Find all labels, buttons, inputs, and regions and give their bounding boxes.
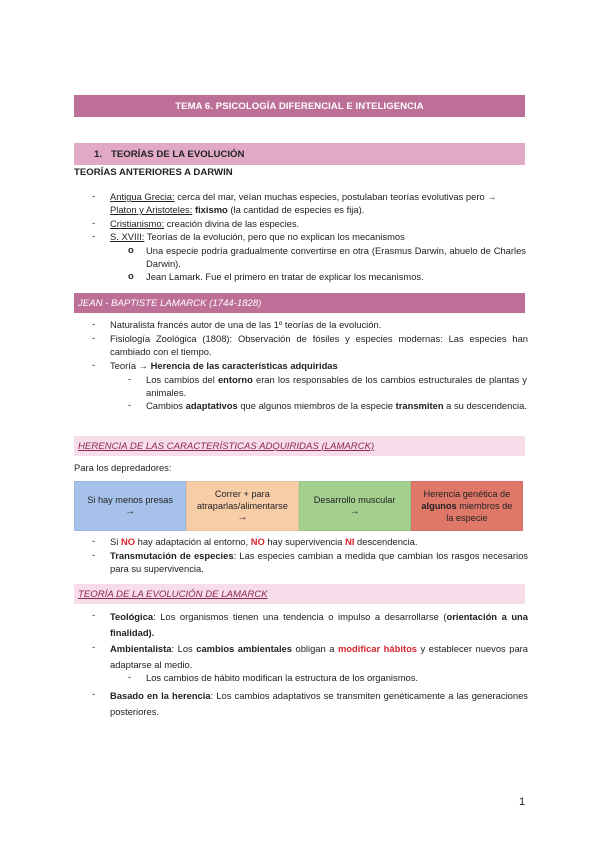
list-dash: - <box>92 535 96 546</box>
list-item-teoria: Teoría → Herencia de las características adquiridas <box>110 360 338 371</box>
list-dash: - <box>92 217 96 228</box>
sub-dash: - <box>128 399 132 410</box>
section-heading-lamarck: JEAN - BAPTISTE LAMARCK (1744-1828) <box>74 293 525 313</box>
sub-dash: - <box>128 671 132 682</box>
section-heading-herencia: HERENCIA DE LAS CARACTERÍSTICAS ADQUIRIDAS (LAMARCK) <box>74 436 525 456</box>
list-item-antigua-grecia: Antigua Grecia: cerca del mar, veían muchas especies, postulaban teorías evolutivas pero → Platon y Aristoteles: fixismo (la cantidad de especies es fija). <box>110 191 497 215</box>
document-title: TEMA 6. PSICOLOGÍA DIFERENCIAL E INTELIGENCIA <box>175 100 424 112</box>
list-item-fisiologia: Fisiología Zoológica (1808): Observación de fósiles y especies modernas: Las especies han cambiado con el tiempo. <box>110 333 528 357</box>
list-dash: - <box>92 190 96 201</box>
process-flow <box>74 481 523 531</box>
document-title-band <box>74 95 525 117</box>
sub-bullet: o <box>128 270 134 281</box>
sub-item-entorno: Los cambios del entorno eran los responsables de los cambios estructurales de plantas y animales. <box>146 374 527 398</box>
list-item-adaptacion: Si NO hay adaptación al entorno, NO hay supervivencia NI descendencia. <box>110 536 418 547</box>
flow-box-correr: Correr + para atraparlas/alimentarse → <box>186 481 298 531</box>
sub-item-erasmus: Una especie podría gradualmente convertirse en otra (Erasmus Darwin, abuelo de Charles Darwin). <box>146 245 526 269</box>
page-number: 1 <box>519 796 526 808</box>
flow-box-herencia: Herencia genética de algunos miembros de la especie <box>411 481 523 531</box>
arrow-right-icon: → <box>237 512 248 523</box>
list-dash: - <box>92 549 96 560</box>
list-item-teologica: Teológica: Los organismos tienen una tendencia o impulso a desarrollarse (orientación a una finalidad). <box>110 611 528 638</box>
list-item-naturalista: Naturalista francés autor de una de las 1º teorías de la evolución. <box>110 319 382 330</box>
arrow-right-icon: → <box>125 506 136 517</box>
list-item-s-xviii: S. XVIII: Teorías de la evolución, pero que no explican los mecanismos <box>110 231 405 242</box>
section-number: 1. <box>94 148 103 160</box>
list-item-cristianismo: Cristianismo: creación divina de las especies. <box>110 218 300 229</box>
intro-depredadores: Para los depredadores: <box>74 462 172 473</box>
section-heading-teoria: TEORÍA DE LA EVOLUCIÓN DE LAMARCK <box>74 584 525 604</box>
arrow-right-icon: → <box>349 506 360 517</box>
list-dash: - <box>92 318 96 329</box>
section-heading-evolution <box>74 143 525 165</box>
heading-pre-darwin: TEORÍAS ANTERIORES A DARWIN <box>74 167 233 178</box>
sub-item-adaptativos: Cambios adaptativos que algunos miembros de la especie transmiten a su descendencia. <box>146 400 527 411</box>
list-dash: - <box>92 688 96 699</box>
list-item-ambientalista: Ambientalista: Los cambios ambientales obligan a modificar hábitos y establecer nuevos para adaptarse al medio. <box>110 643 528 670</box>
list-dash: - <box>92 332 96 343</box>
sub-dash: - <box>128 373 132 384</box>
list-dash: - <box>92 230 96 241</box>
list-item-herencia: Basado en la herencia: Los cambios adaptativos se transmiten genéticamente a las generaciones posteriores. <box>110 690 528 717</box>
list-dash: - <box>92 609 96 620</box>
sub-item-lamark: Jean Lamark. Fue el primero en tratar de explicar los mecanismos. <box>146 271 424 282</box>
sub-bullet: o <box>128 244 134 255</box>
list-dash: - <box>92 359 96 370</box>
flow-box-menos-presas: Si hay menos presas → <box>74 481 186 531</box>
flow-box-desarrollo: Desarrollo muscular → <box>299 481 411 531</box>
list-item-transmutacion: Transmutación de especies: Las especies cambian a medida que cambian los rasgos necesarios para su supervivencia. <box>110 550 528 574</box>
section-title: TEORÍAS DE LA EVOLUCIÓN <box>111 148 245 160</box>
sub-item-habitos: Los cambios de hábito modifican la estructura de los organismos. <box>146 672 419 683</box>
list-dash: - <box>92 641 96 652</box>
